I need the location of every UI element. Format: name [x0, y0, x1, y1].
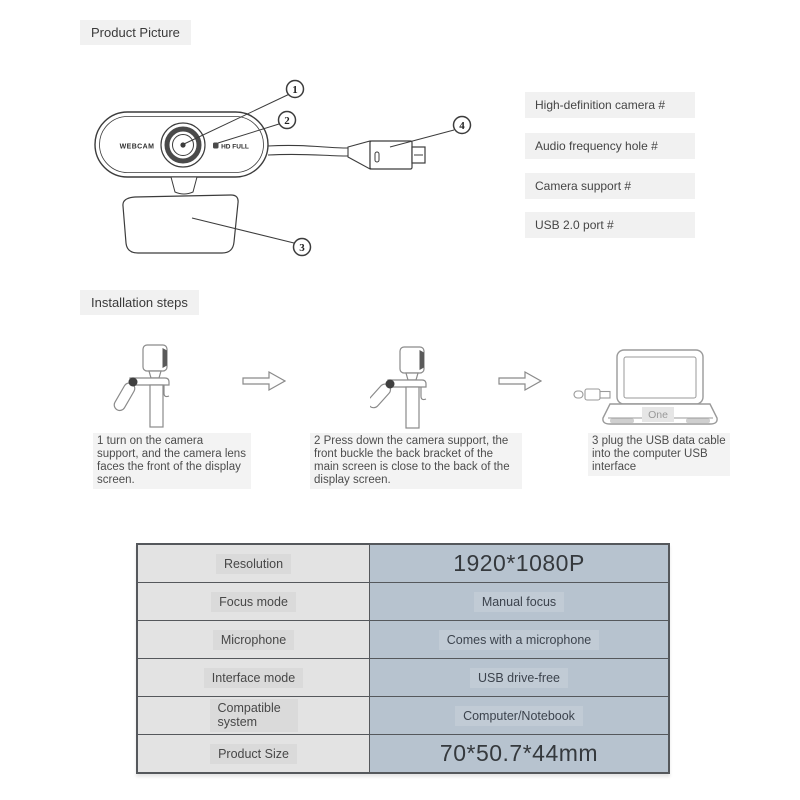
spec-value-interface-mode: USB drive-free	[470, 668, 568, 688]
table-row	[138, 620, 668, 658]
callout-1-number: 1	[292, 84, 298, 96]
step1-illustration	[110, 335, 230, 435]
spec-label-compatible-system: Compatible system	[210, 699, 298, 731]
table-row	[138, 658, 668, 696]
spec-label-resolution: Resolution	[216, 554, 291, 574]
step1-screen-slab	[150, 385, 163, 427]
step1-text: 1 turn on the camera support, and the camera lens faces the front of the display screen.	[93, 433, 251, 489]
spec-table	[136, 543, 670, 774]
step1-pivot	[129, 378, 138, 387]
table-row	[138, 545, 668, 582]
spec-value-resolution: 1920*1080P	[453, 550, 585, 576]
spec-value-product-size: 70*50.7*44mm	[439, 740, 599, 766]
spec-label-product-size: Product Size	[210, 744, 297, 764]
arrow-right-icon	[498, 370, 542, 392]
callout-3-number: 3	[299, 242, 305, 254]
webcam-lens	[161, 123, 205, 167]
part-label-audio-hole: Audio frequency hole #	[525, 133, 695, 159]
arrow-right-icon	[242, 370, 286, 392]
spec-label-interface-mode: Interface mode	[204, 668, 303, 688]
usb-cable	[268, 141, 370, 169]
part-label-support: Camera support #	[525, 173, 695, 199]
callout-4-number: 4	[459, 120, 465, 132]
webcam-neck	[171, 177, 197, 194]
webcam-base-clip	[123, 195, 238, 253]
usb-plug-icon	[574, 389, 610, 400]
table-row	[138, 696, 668, 734]
product-picture-label: Product Picture	[80, 20, 191, 45]
table-row	[138, 582, 668, 620]
mic-hole-icon	[213, 143, 219, 149]
table-row	[138, 734, 668, 772]
step2-text: 2 Press down the camera support, the front buckle the back bracket of the main screen is close to the back of the display screen.	[310, 433, 522, 489]
spec-value-compatible-system: Computer/Notebook	[455, 706, 583, 726]
callout-2-number: 2	[284, 115, 290, 127]
step3-text: 3 plug the USB data cable into the computer USB interface	[588, 433, 730, 476]
webcam-brand-text: WEBCAM	[119, 143, 155, 151]
part-label-usb-port: USB 2.0 port #	[525, 212, 695, 238]
step3-illustration	[572, 338, 722, 438]
spec-value-microphone: Comes with a microphone	[439, 630, 600, 650]
step2-screen-slab	[406, 387, 419, 428]
installation-steps-label: Installation steps	[80, 290, 199, 315]
spec-label-microphone: Microphone	[213, 630, 294, 650]
hd-full-text: HD FULL	[221, 143, 249, 151]
step2-illustration	[370, 335, 490, 435]
spec-label-focus-mode: Focus mode	[211, 592, 296, 612]
step2-pivot	[386, 380, 395, 389]
part-label-camera: High-definition camera #	[525, 92, 695, 118]
spec-value-focus-mode: Manual focus	[474, 592, 564, 612]
laptop-label-text: One	[648, 409, 668, 421]
webcam-diagram	[85, 75, 480, 270]
